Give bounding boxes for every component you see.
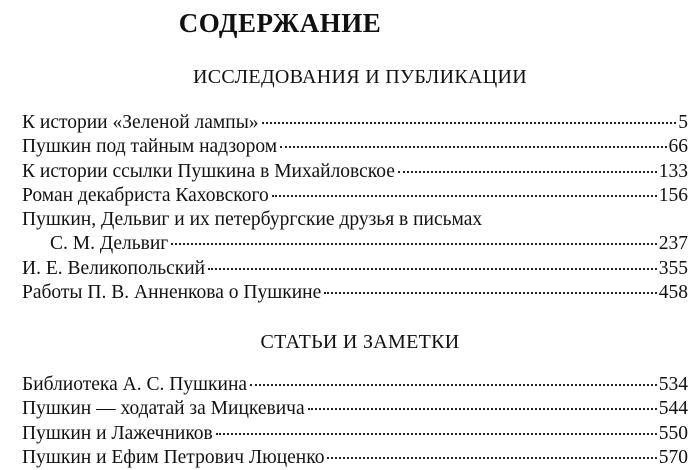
toc-entry-multiline[interactable] xyxy=(22,208,688,257)
toc-entry-page: 355 xyxy=(658,257,688,279)
research-entries-list xyxy=(22,111,688,305)
toc-entry[interactable] xyxy=(22,111,688,135)
toc-entry-title: Пушкин и Лажечников xyxy=(22,422,213,444)
toc-entry[interactable] xyxy=(22,257,688,281)
toc-entry-title: Роман декабриста Каховского xyxy=(22,184,269,206)
section-heading-articles: СТАТЬИ И ЗАМЕТКИ xyxy=(260,331,460,353)
toc-entry-page: 66 xyxy=(668,136,688,158)
toc-entry-page: 156 xyxy=(658,184,688,206)
dot-leader xyxy=(216,433,657,435)
toc-entry[interactable] xyxy=(22,135,688,159)
toc-entry-title: Библиотека А. С. Пушкина xyxy=(22,374,248,395)
dot-leader xyxy=(280,146,666,148)
toc-entry[interactable] xyxy=(22,422,688,446)
section-heading-research: ИССЛЕДОВАНИЯ И ПУБЛИКАЦИИ xyxy=(193,66,527,88)
toc-entry-title: Пушкин и Ефим Петрович Люценко xyxy=(22,446,325,468)
toc-entry-page: 534 xyxy=(658,374,688,395)
dot-leader xyxy=(308,408,657,410)
toc-entry[interactable] xyxy=(22,397,688,421)
toc-entry-title: Пушкин — ходатай за Мицкевича xyxy=(22,398,305,420)
toc-entry-page: 570 xyxy=(658,446,688,468)
toc-entry-title: К истории «Зеленой лампы» xyxy=(22,112,259,133)
toc-entry-page: 458 xyxy=(658,282,688,304)
toc-entry-page: 5 xyxy=(678,112,688,133)
toc-entry-page: 237 xyxy=(658,233,688,255)
dot-leader xyxy=(327,457,656,459)
toc-entry-title: Работы П. В. Анненкова о Пушкине xyxy=(22,282,322,304)
toc-entry[interactable] xyxy=(22,160,688,184)
toc-entry[interactable] xyxy=(22,446,688,470)
toc-entry-page: 544 xyxy=(658,398,688,420)
toc-entry[interactable] xyxy=(22,184,688,208)
toc-entry[interactable] xyxy=(22,281,688,305)
dot-leader xyxy=(262,122,677,124)
dot-leader xyxy=(324,292,657,294)
toc-entry[interactable] xyxy=(22,373,688,397)
toc-entry-title-line1: Пушкин, Дельвиг и их петербургские друзья в письмах xyxy=(22,209,483,231)
toc-entry-title: К истории ссылки Пушкина в Михайловское xyxy=(22,160,395,182)
toc-entry-title: И. Е. Великопольский xyxy=(22,257,206,279)
dot-leader xyxy=(398,171,657,173)
dot-leader xyxy=(250,384,657,386)
toc-entry-page: 550 xyxy=(658,422,688,444)
dot-leader xyxy=(272,195,657,197)
articles-entries-list xyxy=(22,373,688,470)
dot-leader xyxy=(208,268,657,270)
dot-leader xyxy=(171,243,656,245)
toc-entry-title: Пушкин под тайным надзором xyxy=(22,136,278,158)
toc-entry-title-line2: С. М. Дельвиг xyxy=(50,233,169,255)
page-title: СОДЕРЖАНИЕ xyxy=(178,8,382,38)
toc-entry-page: 133 xyxy=(658,160,688,182)
